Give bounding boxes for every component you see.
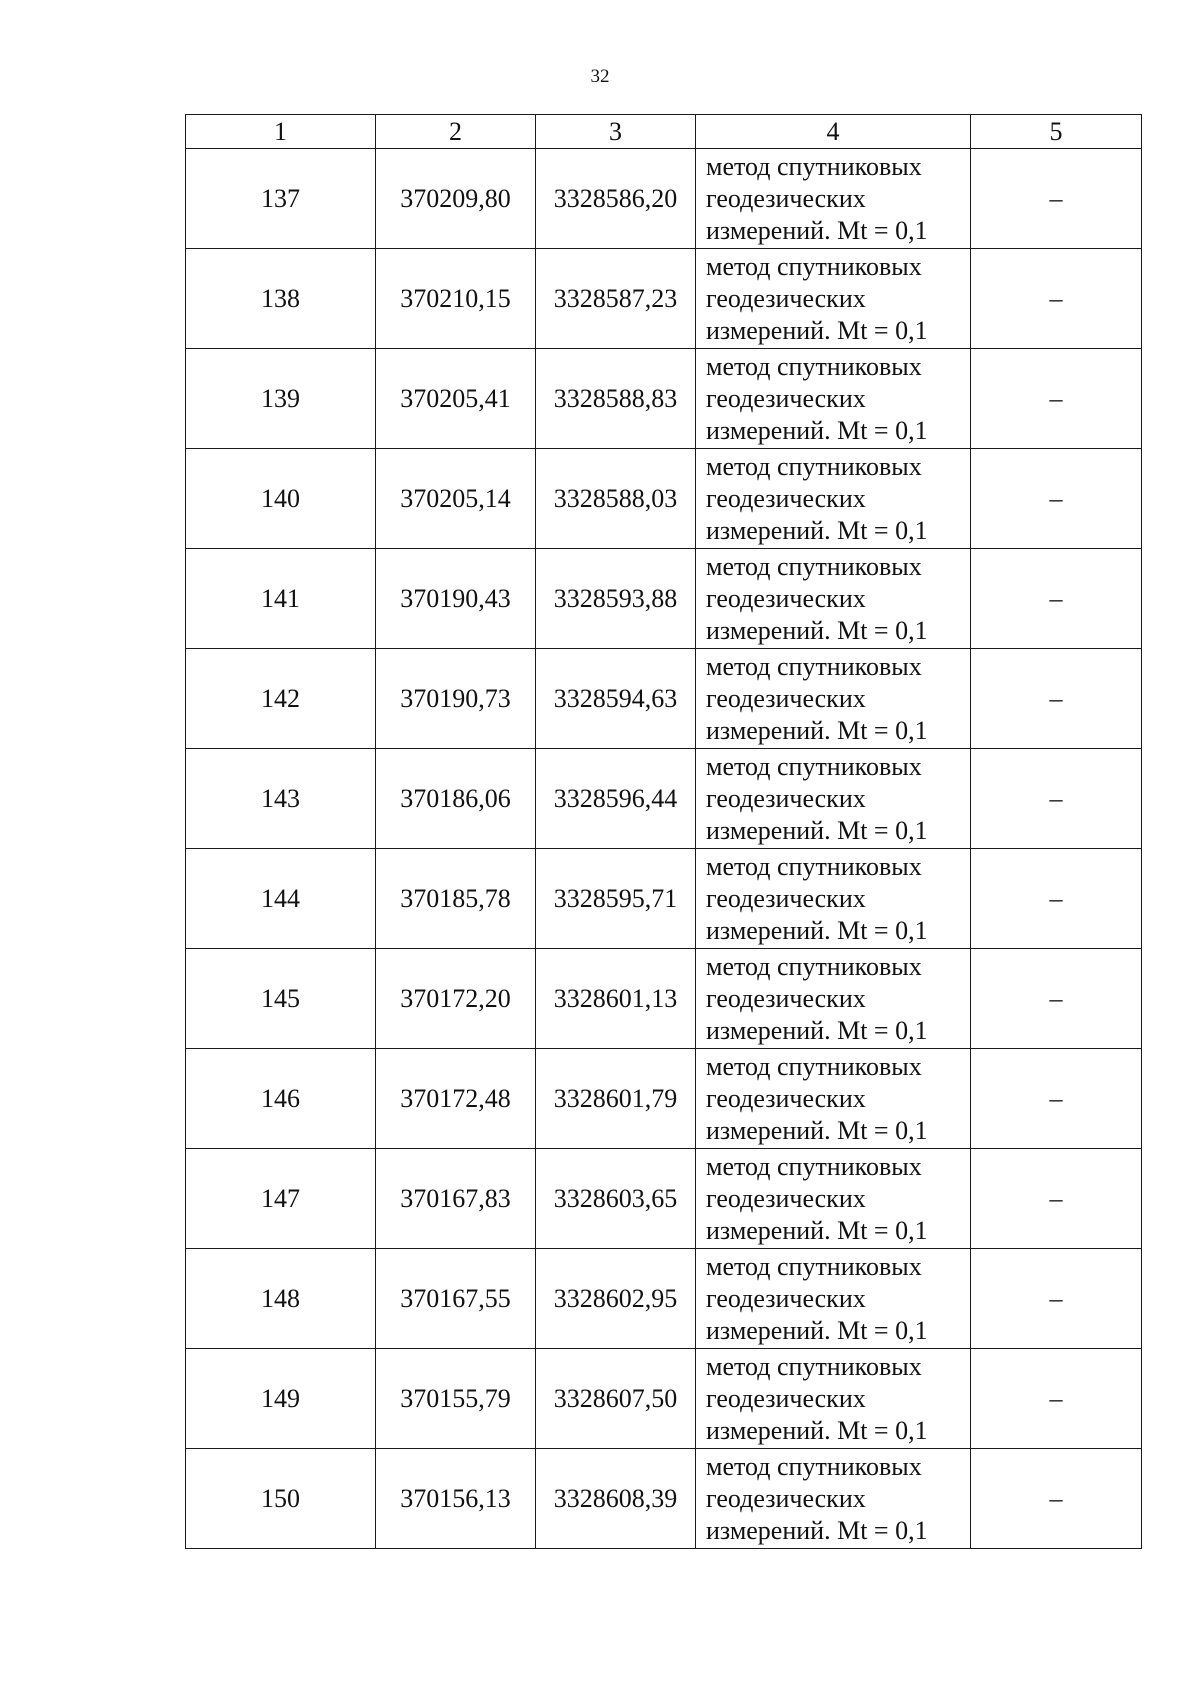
header-col-1: 1 [186, 115, 376, 149]
column-5-cell: – [971, 1149, 1142, 1249]
column-5-cell: – [971, 649, 1142, 749]
header-row [186, 115, 1142, 149]
x-coordinate-cell: 370167,83 [376, 1149, 536, 1249]
method-cell [696, 749, 971, 849]
method-cell [696, 1049, 971, 1149]
method-cell [696, 1249, 971, 1349]
column-5-cell: – [971, 449, 1142, 549]
coordinates-table [185, 114, 1142, 1549]
method-line-3: измерений. Mt = 0,1 [706, 315, 928, 345]
y-coordinate-cell: 3328588,83 [536, 349, 696, 449]
table-body [186, 149, 1142, 1549]
method-line-3: измерений. Mt = 0,1 [706, 815, 928, 845]
method-cell [696, 949, 971, 1049]
y-coordinate-cell: 3328587,23 [536, 249, 696, 349]
method-line-3: измерений. Mt = 0,1 [706, 1515, 928, 1545]
method-line-1: метод спутниковых [706, 451, 922, 481]
method-line-3: измерений. Mt = 0,1 [706, 915, 928, 945]
x-coordinate-cell: 370190,43 [376, 549, 536, 649]
method-line-2: геодезических [706, 483, 866, 513]
header-col-2: 2 [376, 115, 536, 149]
method-cell [696, 449, 971, 549]
x-coordinate-cell: 370209,80 [376, 149, 536, 249]
x-coordinate-cell: 370167,55 [376, 1249, 536, 1349]
table-header [186, 115, 1142, 149]
column-5-cell: – [971, 1349, 1142, 1449]
y-coordinate-cell: 3328588,03 [536, 449, 696, 549]
y-coordinate-cell: 3328603,65 [536, 1149, 696, 1249]
point-number-cell: 148 [186, 1249, 376, 1349]
table-row [186, 1149, 1142, 1249]
column-5-cell: – [971, 249, 1142, 349]
column-5-cell: – [971, 1049, 1142, 1149]
y-coordinate-cell: 3328594,63 [536, 649, 696, 749]
method-line-3: измерений. Mt = 0,1 [706, 215, 928, 245]
y-coordinate-cell: 3328593,88 [536, 549, 696, 649]
method-line-1: метод спутниковых [706, 1251, 922, 1281]
column-5-cell: – [971, 549, 1142, 649]
header-col-5: 5 [971, 115, 1142, 149]
point-number-cell: 139 [186, 349, 376, 449]
method-line-2: геодезических [706, 1283, 866, 1313]
method-line-1: метод спутниковых [706, 1351, 922, 1381]
method-line-2: геодезических [706, 383, 866, 413]
method-cell [696, 349, 971, 449]
page-number: 32 [590, 66, 610, 87]
table-row [186, 249, 1142, 349]
x-coordinate-cell: 370185,78 [376, 849, 536, 949]
method-line-2: геодезических [706, 1383, 866, 1413]
y-coordinate-cell: 3328586,20 [536, 149, 696, 249]
point-number-cell: 147 [186, 1149, 376, 1249]
x-coordinate-cell: 370210,15 [376, 249, 536, 349]
column-5-cell: – [971, 349, 1142, 449]
method-line-1: метод спутниковых [706, 1151, 922, 1181]
method-cell [696, 1349, 971, 1449]
column-5-cell: – [971, 1249, 1142, 1349]
y-coordinate-cell: 3328595,71 [536, 849, 696, 949]
method-line-2: геодезических [706, 283, 866, 313]
table-row [186, 749, 1142, 849]
table-row [186, 649, 1142, 749]
method-line-2: геодезических [706, 883, 866, 913]
table-row [186, 1049, 1142, 1149]
point-number-cell: 142 [186, 649, 376, 749]
method-cell [696, 649, 971, 749]
method-line-1: метод спутниковых [706, 651, 922, 681]
point-number-cell: 140 [186, 449, 376, 549]
method-line-1: метод спутниковых [706, 551, 922, 581]
method-line-3: измерений. Mt = 0,1 [706, 615, 928, 645]
method-line-2: геодезических [706, 1083, 866, 1113]
method-line-2: геодезических [706, 983, 866, 1013]
header-col-4: 4 [696, 115, 971, 149]
method-line-3: измерений. Mt = 0,1 [706, 715, 928, 745]
point-number-cell: 145 [186, 949, 376, 1049]
table-row [186, 349, 1142, 449]
point-number-cell: 141 [186, 549, 376, 649]
method-line-3: измерений. Mt = 0,1 [706, 515, 928, 545]
point-number-cell: 138 [186, 249, 376, 349]
column-5-cell: – [971, 149, 1142, 249]
method-line-1: метод спутниковых [706, 1051, 922, 1081]
column-5-cell: – [971, 749, 1142, 849]
method-cell [696, 1149, 971, 1249]
method-line-2: геодезических [706, 183, 866, 213]
method-cell [696, 249, 971, 349]
point-number-cell: 137 [186, 149, 376, 249]
point-number-cell: 149 [186, 1349, 376, 1449]
table-row [186, 149, 1142, 249]
method-cell [696, 849, 971, 949]
x-coordinate-cell: 370205,14 [376, 449, 536, 549]
method-line-3: измерений. Mt = 0,1 [706, 1415, 928, 1445]
y-coordinate-cell: 3328607,50 [536, 1349, 696, 1449]
table-row [186, 949, 1142, 1049]
y-coordinate-cell: 3328602,95 [536, 1249, 696, 1349]
header-col-3: 3 [536, 115, 696, 149]
method-line-1: метод спутниковых [706, 1451, 922, 1481]
x-coordinate-cell: 370190,73 [376, 649, 536, 749]
point-number-cell: 150 [186, 1449, 376, 1549]
method-line-3: измерений. Mt = 0,1 [706, 1215, 928, 1245]
method-cell [696, 1449, 971, 1549]
table-row [186, 1249, 1142, 1349]
point-number-cell: 146 [186, 1049, 376, 1149]
table-row [186, 1449, 1142, 1549]
x-coordinate-cell: 370205,41 [376, 349, 536, 449]
x-coordinate-cell: 370172,48 [376, 1049, 536, 1149]
point-number-cell: 143 [186, 749, 376, 849]
method-line-3: измерений. Mt = 0,1 [706, 1115, 928, 1145]
table-row [186, 849, 1142, 949]
y-coordinate-cell: 3328601,79 [536, 1049, 696, 1149]
table-row [186, 449, 1142, 549]
table-row [186, 549, 1142, 649]
method-line-2: геодезических [706, 783, 866, 813]
table-row [186, 1349, 1142, 1449]
x-coordinate-cell: 370156,13 [376, 1449, 536, 1549]
y-coordinate-cell: 3328608,39 [536, 1449, 696, 1549]
point-number-cell: 144 [186, 849, 376, 949]
column-5-cell: – [971, 949, 1142, 1049]
method-line-1: метод спутниковых [706, 151, 922, 181]
y-coordinate-cell: 3328601,13 [536, 949, 696, 1049]
method-line-2: геодезических [706, 583, 866, 613]
method-line-2: геодезических [706, 683, 866, 713]
method-line-1: метод спутниковых [706, 951, 922, 981]
column-5-cell: – [971, 849, 1142, 949]
method-cell [696, 149, 971, 249]
method-line-1: метод спутниковых [706, 751, 922, 781]
x-coordinate-cell: 370186,06 [376, 749, 536, 849]
method-line-1: метод спутниковых [706, 351, 922, 381]
x-coordinate-cell: 370155,79 [376, 1349, 536, 1449]
method-line-1: метод спутниковых [706, 251, 922, 281]
y-coordinate-cell: 3328596,44 [536, 749, 696, 849]
method-line-2: геодезических [706, 1183, 866, 1213]
method-line-3: измерений. Mt = 0,1 [706, 1315, 928, 1345]
method-line-2: геодезических [706, 1483, 866, 1513]
x-coordinate-cell: 370172,20 [376, 949, 536, 1049]
method-line-1: метод спутниковых [706, 851, 922, 881]
method-line-3: измерений. Mt = 0,1 [706, 1015, 928, 1045]
column-5-cell: – [971, 1449, 1142, 1549]
method-cell [696, 549, 971, 649]
method-line-3: измерений. Mt = 0,1 [706, 415, 928, 445]
